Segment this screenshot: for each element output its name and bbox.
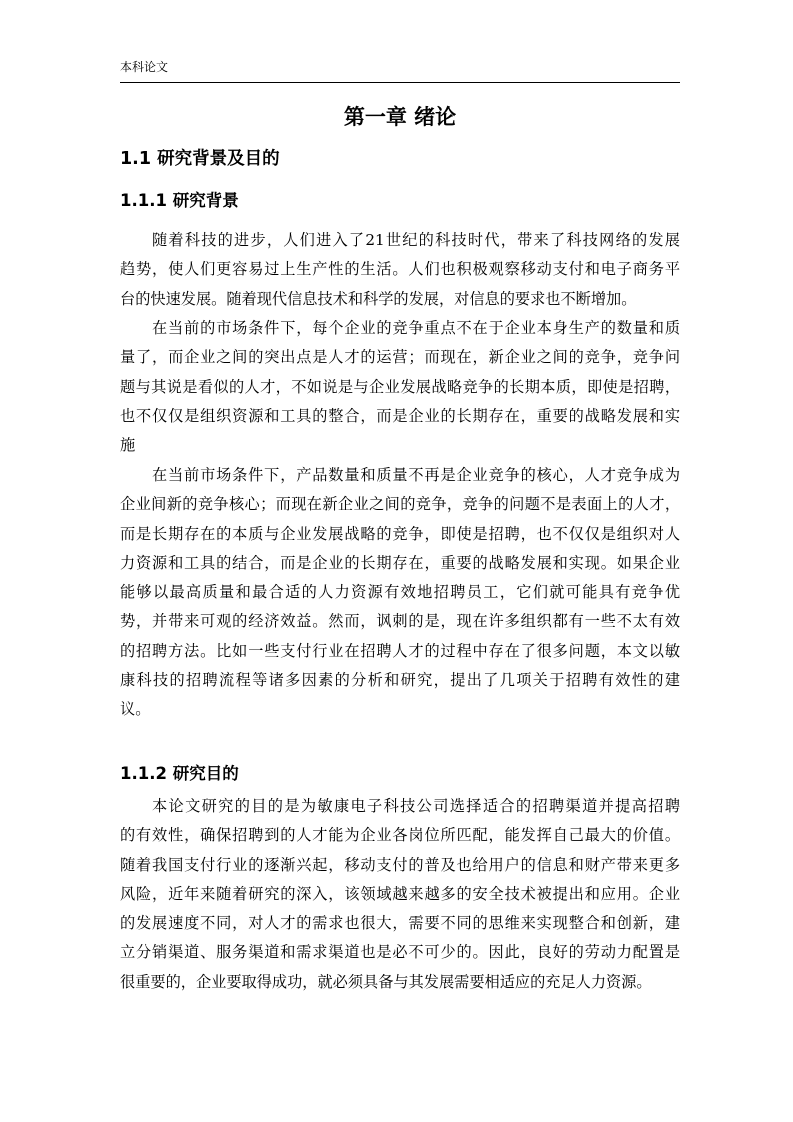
paragraph-line: 立分销渠道、服务渠道和需求渠道也是必不可少的。因此，良好的劳动力配置是	[120, 943, 680, 962]
paragraph-line: 势，并带来可观的经济效益。然而，讽刺的是，现在许多组织都有一些不太有效	[120, 612, 680, 631]
paragraph-line: 力资源和工具的结合，而是企业的长期存在，重要的战略发展和实现。如果企业	[120, 553, 680, 572]
paragraph-line: 的招聘方法。比如一些支付行业在招聘人才的过程中存在了很多问题，本文以敏	[120, 641, 680, 660]
subsection-heading-1-1-1: 1.1.1 研究背景	[120, 191, 239, 210]
paragraph-line: 能够以最高质量和最合适的人力资源有效地招聘员工，它们就可能具有竞争优	[120, 583, 680, 602]
subsection-heading-1-1-2: 1.1.2 研究目的	[120, 764, 239, 783]
paragraph-line: 的有效性，确保招聘到的人才能为企业各岗位所匹配，能发挥自己最大的价值。	[120, 826, 680, 845]
paragraph-line: 而是长期存在的本质与企业发展战略的竞争，即使是招聘，也不仅仅是组织对人	[120, 524, 680, 543]
paragraph-line: 施	[120, 436, 136, 455]
paragraph-line: 康科技的招聘流程等诸多因素的分析和研究，提出了几项关于招聘有效性的建	[120, 671, 680, 690]
paragraph-line: 本论文研究的目的是为敏康电子科技公司选择适合的招聘渠道并提高招聘	[152, 797, 680, 815]
running-header: 本科论文	[120, 60, 169, 74]
chapter-title: 第一章 绪论	[343, 105, 457, 129]
paragraph-line: 风险，近年来随着研究的深入，该领域越来越多的安全技术被提出和应用。企业	[120, 884, 680, 903]
paragraph-line: 也不仅仅是组织资源和工具的整合，而是企业的长期存在，重要的战略发展和实	[120, 406, 680, 425]
paragraph-line: 趋势，使人们更容易过上生产性的生活。人们也积极观察移动支付和电子商务平	[120, 260, 680, 279]
paragraph	[120, 226, 680, 314]
paragraph	[120, 792, 680, 997]
section-heading-1-1: 1.1 研究背景及目的	[120, 149, 280, 169]
paragraph-line: 议。	[120, 700, 151, 719]
paragraph-line: 题与其说是看似的人才，不如说是与企业发展战略竞争的长期本质，即使是招聘，	[120, 377, 680, 396]
paragraph-line: 企业间新的竞争核心；而现在新企业之间的竞争，竞争的问题不是表面上的人才，	[120, 495, 680, 514]
paragraph-line: 随着科技的进步，人们进入了21世纪的科技时代，带来了科技网络的发展	[152, 231, 680, 249]
paragraph-line: 在当前市场条件下，产品数量和质量不再是企业竞争的核心，人才竞争成为	[152, 466, 680, 484]
paragraph	[120, 461, 680, 725]
paragraph-line: 台的快速发展。随着现代信息技术和科学的发展，对信息的要求也不断增加。	[120, 289, 637, 308]
paragraph	[120, 314, 680, 460]
header-rule	[120, 82, 680, 83]
paragraph-line: 量了，而企业之间的突出点是人才的运营；而现在，新企业之间的竞争，竞争问	[120, 348, 680, 367]
paragraph-line: 很重要的，企业要取得成功，就必须具备与其发展需要相适应的充足人力资源。	[120, 972, 652, 991]
paragraph-line: 在当前的市场条件下，每个企业的竞争重点不在于企业本身生产的数量和质	[152, 319, 680, 337]
paragraph-line: 的发展速度不同，对人才的需求也很大，需要不同的思维来实现整合和创新，建	[120, 914, 680, 933]
paragraph-line: 随着我国支付行业的逐渐兴起，移动支付的普及也给用户的信息和财产带来更多	[120, 855, 680, 874]
